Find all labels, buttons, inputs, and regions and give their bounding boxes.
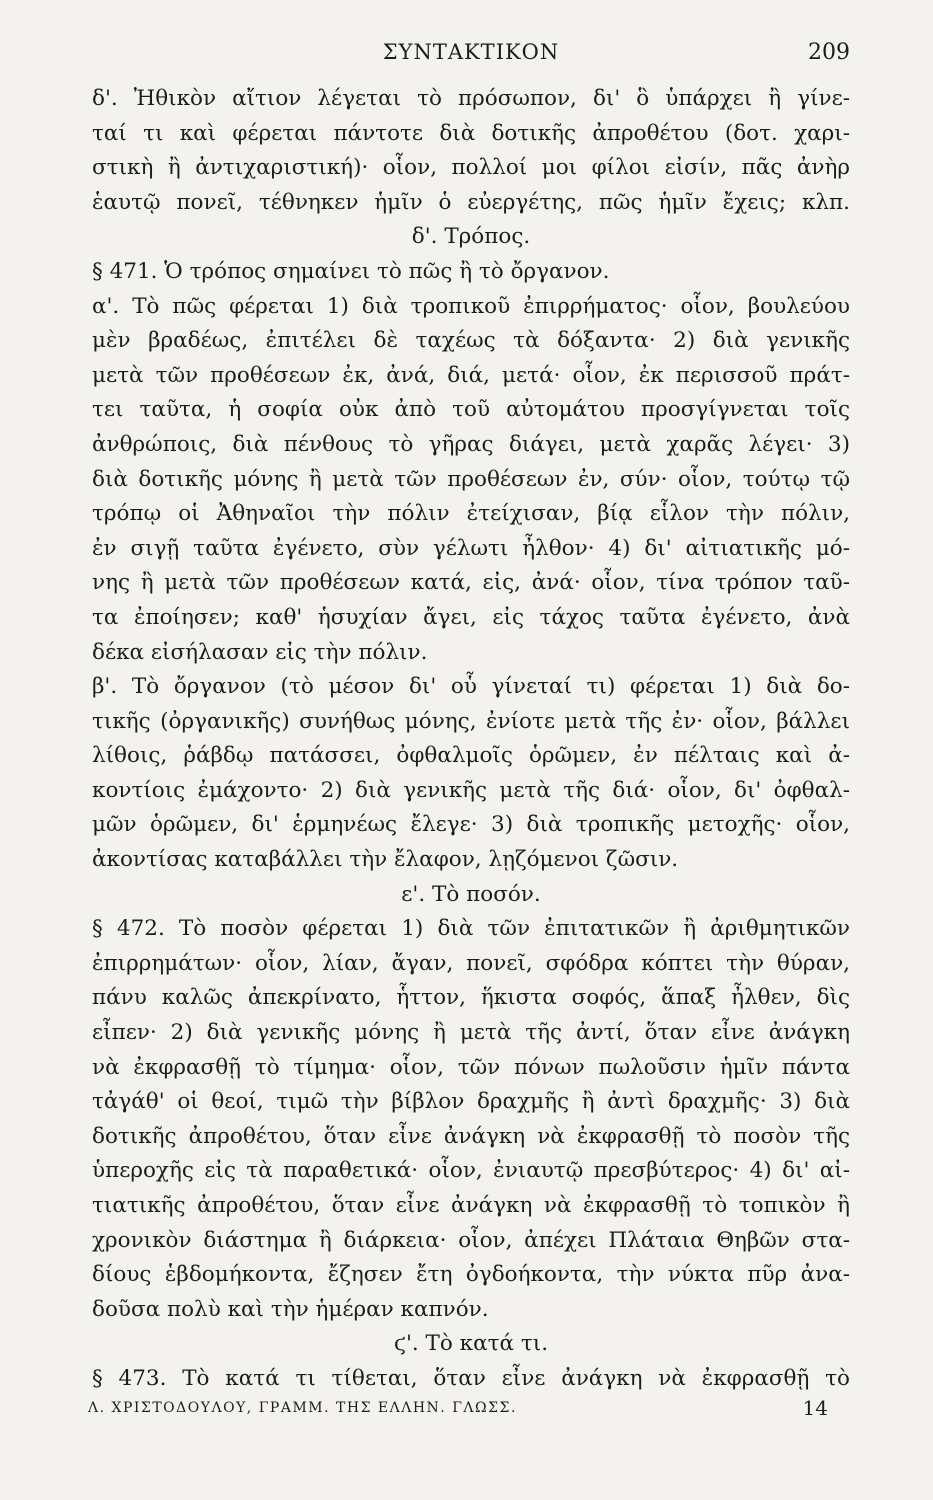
text-line: χρονικὸν διάστημα ἢ διάρκεια· οἷον, ἀπέχει Πλάταια Θηβῶν στα-: [92, 1227, 850, 1253]
text-line: δίους ἑβδομήκοντα, ἔζησεν ἔτη ὀγδοήκοντα, τὴν νύκτα πῦρ ἀνα-: [92, 1262, 850, 1288]
text-line: ἀκοντίσας καταβάλλει τὴν ἔλαφον, λῃζόμενοι ζῶσιν.: [92, 847, 679, 873]
text-line: τα ἐποίησεν; καθ' ἡσυχίαν ἄγει, εἰς τάχος ταῦτα ἐγένετο, ἀνὰ: [92, 604, 850, 630]
text-line: εἶπεν· 2) διὰ γενικῆς μόνης ἢ μετὰ τῆς ἀντί, ὅταν εἶνε ἀνάγκη: [92, 1020, 850, 1046]
text-line: τει ταῦτα, ἡ σοφία οὐκ ἀπὸ τοῦ αὐτομάτου προσγίγνεται τοῖς: [92, 397, 850, 423]
text-line: μῶν ὁρῶμεν, δι' ἑρμηνέως ἔλεγε· 3) διὰ τροπικῆς μετοχῆς· οἷον,: [92, 812, 850, 838]
printer-signature: Λ. ΧΡΙΣΤΟΔΟΥΛΟΥ, ΓΡΑΜΜ. ΤΗΣ ΕΛΛΗΝ. ΓΛΩΣΣ.: [88, 1400, 517, 1416]
text-line: ταί τι καὶ φέρεται πάντοτε διὰ δοτικῆς ἀπροθέτου (δοτ. χαρι-: [92, 120, 850, 146]
text-line: στικὴ ἢ ἀντιχαριστική)· οἷον, πολλοί μοι φίλοι εἰσίν, πᾶς ἀνὴρ: [92, 155, 850, 181]
text-line: κοντίοις ἐμάχοντο· 2) διὰ γενικῆς μετὰ τῆς διά· οἷον, δι' ὀφθαλ-: [92, 777, 850, 803]
text-line: ἐπιρρημάτων· οἷον, λίαν, ἄγαν, πονεῖ, σφόδρα κόπτει τὴν θύραν,: [92, 950, 850, 976]
text-line: τικῆς (ὀργανικῆς) συνήθως μόνης, ἐνίοτε μετὰ τῆς ἐν· οἷον, βάλλει: [92, 708, 850, 734]
body-text: [92, 82, 850, 1397]
text-line: διὰ δοτικῆς μόνης ἢ μετὰ τῶν προθέσεων ἐν, σύν· οἷον, τούτῳ τῷ: [92, 466, 850, 492]
text-line: ἀνθρώποις, διὰ πένθους τὸ γῆρας διάγει, μετὰ χαρᾶς λέγει· 3): [92, 431, 850, 457]
text-line: δ'. Ἠθικὸν αἴτιον λέγεται τὸ πρόσωπον, δι' ὃ ὑπάρχει ἢ γίνε-: [92, 86, 850, 111]
text-line: ὑπεροχῆς εἰς τὰ παραθετικά· οἷον, ἐνιαυτῷ πρεσβύτερος· 4) δι' αἰ-: [92, 1158, 850, 1184]
text-line: ἑαυτῷ πονεῖ, τέθνηκεν ἡμῖν ὁ εὐεργέτης, πῶς ἡμῖν ἔχεις; κλπ.: [92, 189, 850, 215]
text-line: τἀγάθ' οἱ θεοί, τιμῶ τὴν βίβλον δραχμῆς ἢ ἀντὶ δραχμῆς· 3) διὰ: [92, 1089, 850, 1115]
text-line: νης ἢ μετὰ τῶν προθέσεων κατά, εἰς, ἀνά· οἷον, τίνα τρόπον ταῦ-: [92, 570, 850, 596]
page-number: 209: [808, 40, 850, 65]
text-line: ἐν σιγῇ ταῦτα ἐγένετο, σὺν γέλωτι ἦλθον· 4) δι' αἰτιατικῆς μό-: [92, 535, 850, 561]
text-line: § 473. Τὸ κατά τι τίθεται, ὅταν εἶνε ἀνάγκη νὰ ἐκφρασθῇ τὸ: [92, 1365, 850, 1391]
text-line: νὰ ἐκφρασθῇ τὸ τίμημα· οἷον, τῶν πόνων πωλοῦσιν ἡμῖν πάντα: [92, 1054, 850, 1080]
text-line: λίθοις, ῥάβδῳ πατάσσει, ὀφθαλμοῖς ὁρῶμεν, ἐν πέλταις καὶ ἀ-: [92, 743, 850, 769]
text-line: δοῦσα πολὺ καὶ τὴν ἡμέραν καπνόν.: [92, 1296, 489, 1322]
section-heading: δ'. Τρόπος.: [411, 224, 531, 250]
text-line: μὲν βραδέως, ἐπιτέλει δὲ ταχέως τὰ δόξαντα· 2) διὰ γενικῆς: [92, 328, 850, 354]
running-title: ΣΥΝΤΑΚΤΙΚΟΝ: [382, 40, 560, 64]
sheet-number: 14: [802, 1396, 828, 1420]
section-heading: ϛ'. Τὸ κατά τι.: [393, 1331, 549, 1357]
text-line: πάνυ καλῶς ἀπεκρίνατο, ἧττον, ἥκιστα σοφός, ἅπαξ ἦλθεν, δὶς: [92, 985, 850, 1011]
text-line: τιατικῆς ἀπροθέτου, ὅταν εἶνε ἀνάγκη νὰ ἐκφρασθῇ τὸ τοπικὸν ἢ: [92, 1193, 850, 1218]
text-line: § 472. Τὸ ποσὸν φέρεται 1) διὰ τῶν ἐπιτατικῶν ἢ ἀριθμητικῶν: [92, 916, 850, 942]
page-footer: [88, 1396, 828, 1426]
text-line: § 471. Ὁ τρόπος σημαίνει τὸ πῶς ἢ τὸ ὄργανον.: [92, 258, 610, 284]
text-line: τρόπῳ οἱ Ἀθηναῖοι τὴν πόλιν ἐτείχισαν, βίᾳ εἷλον τὴν πόλιν,: [92, 501, 850, 527]
text-line: μετὰ τῶν προθέσεων ἐκ, ἀνά, διά, μετά· οἷον, ἐκ περισσοῦ πράτ-: [92, 362, 850, 388]
text-line: δέκα εἰσήλασαν εἰς τὴν πόλιν.: [92, 639, 428, 665]
section-heading: ε'. Τὸ ποσόν.: [401, 881, 541, 907]
text-line: α'. Τὸ πῶς φέρεται 1) διὰ τροπικοῦ ἐπιρρήματος· οἷον, βουλεύου: [92, 293, 850, 319]
page-header: [92, 40, 850, 74]
text-line: β'. Τὸ ὄργανον (τὸ μέσον δι' οὗ γίνεταί τι) φέρεται 1) διὰ δο-: [92, 674, 850, 700]
text-line: δοτικῆς ἀπροθέτου, ὅταν εἶνε ἀνάγκη νὰ ἐκφρασθῇ τὸ ποσὸν τῆς: [92, 1123, 850, 1149]
